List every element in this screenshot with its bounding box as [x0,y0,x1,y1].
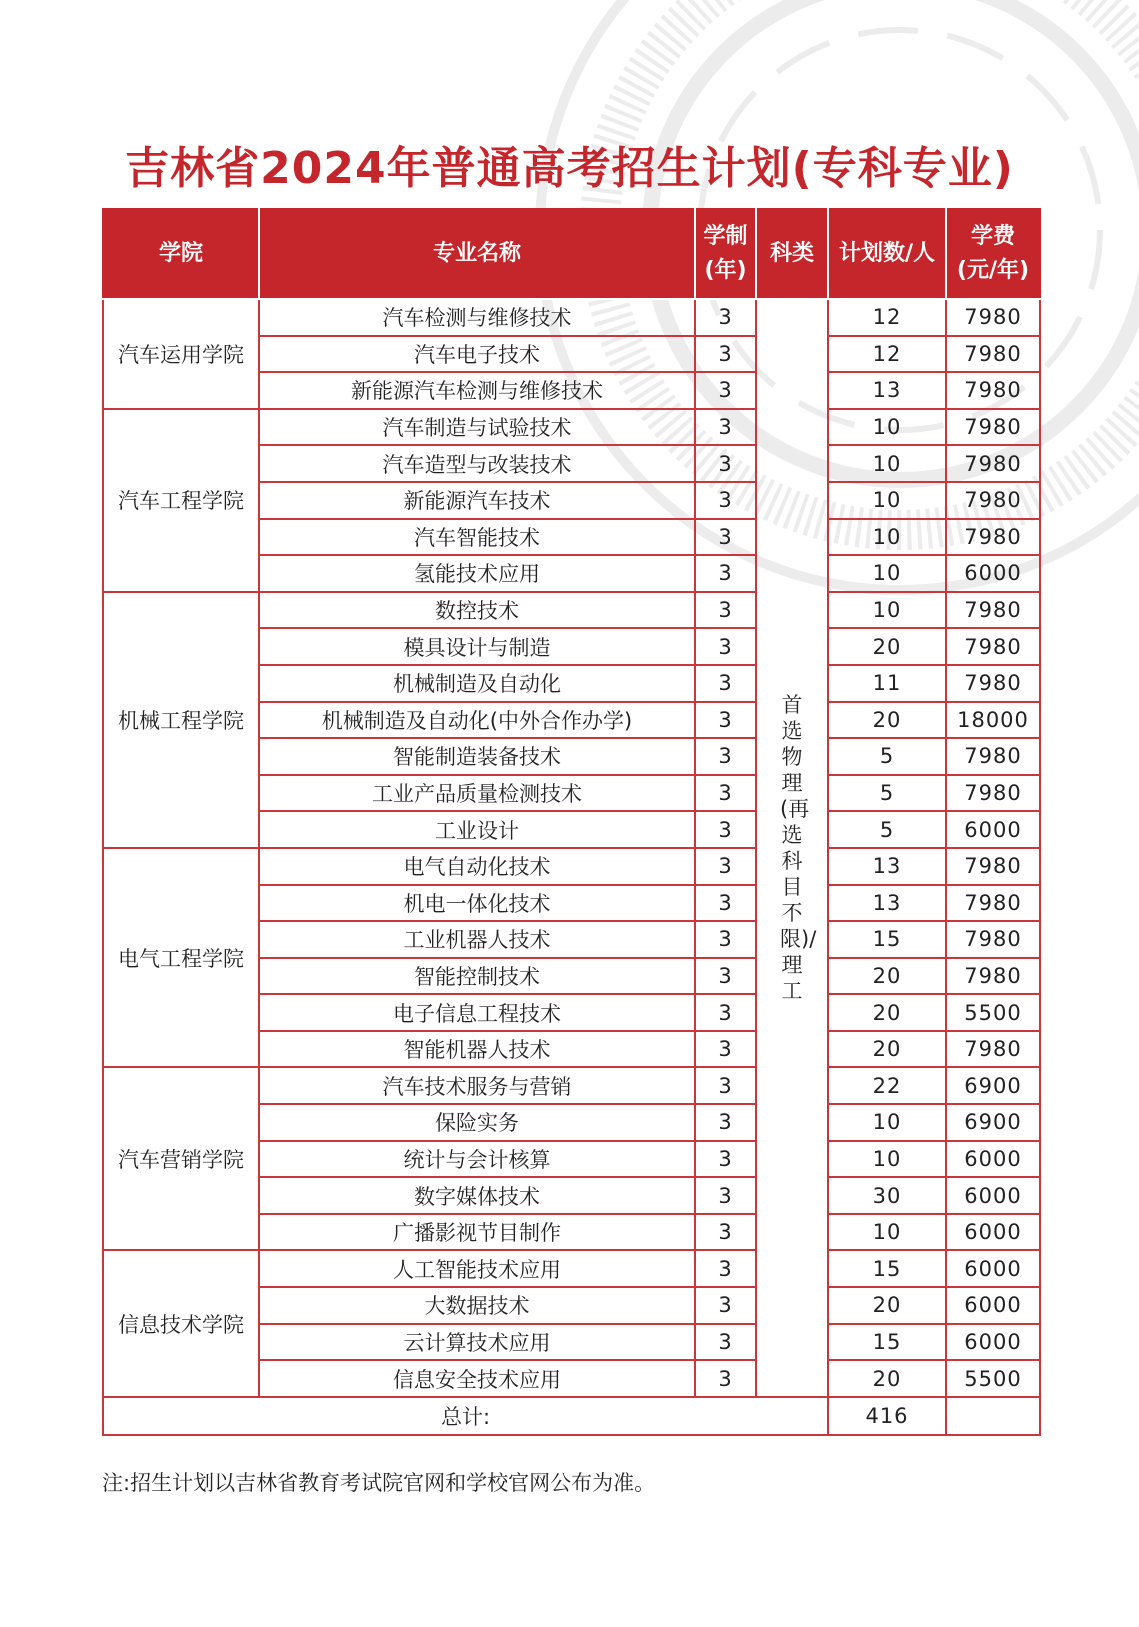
years-cell: 3 [695,409,756,446]
header-plan: 计划数/人 [828,209,946,299]
tuition-fee: 7980 [946,1031,1040,1068]
footnote: 注:招生计划以吉林省教育考试院官网和学校官网公布为准。 [102,1471,656,1495]
enrollment-plan-table [102,208,1041,1436]
years-cell: 3 [695,885,756,922]
major-name: 工业机器人技术 [259,921,695,958]
major-name: 氢能技术应用 [259,555,695,592]
major-name: 大数据技术 [259,1287,695,1324]
major-name: 工业产品质量检测技术 [259,775,695,812]
years-cell: 3 [695,372,756,409]
years-cell: 3 [695,994,756,1031]
major-name: 汽车电子技术 [259,336,695,373]
years-cell: 3 [695,738,756,775]
plan-count: 15 [828,921,946,958]
tuition-fee: 7980 [946,738,1040,775]
plan-count: 10 [828,1104,946,1141]
tuition-fee: 7980 [946,885,1040,922]
table-row [103,1067,1040,1104]
tuition-fee: 7980 [946,409,1040,446]
major-name: 广播影视节目制作 [259,1214,695,1251]
plan-count: 20 [828,628,946,665]
tuition-fee: 7980 [946,848,1040,885]
tuition-fee: 6000 [946,1287,1040,1324]
table-row [103,1250,1040,1287]
plan-count: 13 [828,848,946,885]
header-fee: 学费 (元/年) [946,209,1040,299]
total-value: 416 [828,1397,946,1435]
major-name: 机械制造及自动化 [259,665,695,702]
header-category: 科类 [756,209,828,299]
major-name: 数控技术 [259,592,695,629]
college-name: 机械工程学院 [103,592,259,848]
major-name: 保险实务 [259,1104,695,1141]
years-cell: 3 [695,1067,756,1104]
plan-count: 20 [828,702,946,739]
table-row [103,592,1040,629]
major-name: 工业设计 [259,811,695,848]
plan-count: 10 [828,482,946,519]
tuition-fee: 6900 [946,1067,1040,1104]
tuition-fee: 7980 [946,299,1040,336]
years-cell: 3 [695,628,756,665]
tuition-fee: 7980 [946,958,1040,995]
plan-count: 22 [828,1067,946,1104]
plan-count: 5 [828,811,946,848]
plan-count: 20 [828,994,946,1031]
header-college: 学院 [103,209,259,299]
years-cell: 3 [695,1214,756,1251]
years-cell: 3 [695,775,756,812]
major-name: 信息安全技术应用 [259,1360,695,1397]
major-name: 智能制造装备技术 [259,738,695,775]
plan-count: 10 [828,555,946,592]
total-fee-empty [946,1397,1040,1435]
years-cell: 3 [695,299,756,336]
tuition-fee: 7980 [946,665,1040,702]
tuition-fee: 5500 [946,1360,1040,1397]
college-name: 汽车工程学院 [103,409,259,592]
years-cell: 3 [695,921,756,958]
plan-count: 10 [828,409,946,446]
college-name: 汽车运用学院 [103,299,259,409]
years-cell: 3 [695,1250,756,1287]
major-name: 新能源汽车技术 [259,482,695,519]
major-name: 汽车技术服务与营销 [259,1067,695,1104]
major-name: 人工智能技术应用 [259,1250,695,1287]
years-cell: 3 [695,1031,756,1068]
major-name: 汽车智能技术 [259,519,695,556]
major-name: 电气自动化技术 [259,848,695,885]
years-cell: 3 [695,592,756,629]
major-name: 统计与会计核算 [259,1141,695,1178]
tuition-fee: 18000 [946,702,1040,739]
years-cell: 3 [695,519,756,556]
tuition-fee: 6000 [946,1324,1040,1361]
years-cell: 3 [695,1141,756,1178]
years-cell: 3 [695,445,756,482]
tuition-fee: 6000 [946,1250,1040,1287]
tuition-fee: 6000 [946,811,1040,848]
tuition-fee: 7980 [946,336,1040,373]
college-name: 汽车营销学院 [103,1067,259,1250]
major-name: 电子信息工程技术 [259,994,695,1031]
plan-count: 5 [828,775,946,812]
plan-count: 5 [828,738,946,775]
plan-count: 20 [828,1031,946,1068]
tuition-fee: 7980 [946,372,1040,409]
major-name: 智能机器人技术 [259,1031,695,1068]
years-cell: 3 [695,1324,756,1361]
table-header-row [103,209,1040,299]
header-years: 学制 (年) [695,209,756,299]
major-name: 汽车造型与改装技术 [259,445,695,482]
plan-count: 10 [828,592,946,629]
plan-count: 15 [828,1324,946,1361]
plan-count: 10 [828,1214,946,1251]
total-label: 总计: [103,1397,828,1435]
header-major: 专业名称 [259,209,695,299]
major-name: 智能控制技术 [259,958,695,995]
page-title: 吉林省2024年普通高考招生计划(专科专业) [125,143,1014,194]
plan-count: 13 [828,372,946,409]
college-name: 信息技术学院 [103,1250,259,1396]
plan-count: 13 [828,885,946,922]
tuition-fee: 6000 [946,555,1040,592]
years-cell: 3 [695,555,756,592]
tuition-fee: 5500 [946,994,1040,1031]
tuition-fee: 6000 [946,1141,1040,1178]
years-cell: 3 [695,1177,756,1214]
major-name: 新能源汽车检测与维修技术 [259,372,695,409]
tuition-fee: 7980 [946,445,1040,482]
plan-count: 10 [828,519,946,556]
category-cell [756,299,828,1397]
tuition-fee: 7980 [946,592,1040,629]
years-cell: 3 [695,811,756,848]
plan-count: 11 [828,665,946,702]
plan-count: 20 [828,958,946,995]
tuition-fee: 7980 [946,482,1040,519]
years-cell: 3 [695,1287,756,1324]
major-name: 汽车检测与维修技术 [259,299,695,336]
years-cell: 3 [695,1104,756,1141]
years-cell: 3 [695,336,756,373]
total-row [103,1397,1040,1435]
plan-count: 12 [828,299,946,336]
major-name: 数字媒体技术 [259,1177,695,1214]
major-name: 汽车制造与试验技术 [259,409,695,446]
plan-count: 20 [828,1360,946,1397]
tuition-fee: 7980 [946,775,1040,812]
tuition-fee: 7980 [946,921,1040,958]
years-cell: 3 [695,702,756,739]
tuition-fee: 7980 [946,519,1040,556]
tuition-fee: 6900 [946,1104,1040,1141]
tuition-fee: 6000 [946,1177,1040,1214]
years-cell: 3 [695,665,756,702]
tuition-fee: 6000 [946,1214,1040,1251]
table-row [103,848,1040,885]
plan-count: 10 [828,445,946,482]
plan-count: 30 [828,1177,946,1214]
major-name: 模具设计与制造 [259,628,695,665]
years-cell: 3 [695,958,756,995]
major-name: 云计算技术应用 [259,1324,695,1361]
plan-count: 12 [828,336,946,373]
table-row [103,299,1040,336]
category-text: 首选物理(再选科目不限)/理工 [780,692,817,1003]
plan-count: 15 [828,1250,946,1287]
years-cell: 3 [695,482,756,519]
college-name: 电气工程学院 [103,848,259,1068]
tuition-fee: 7980 [946,628,1040,665]
years-cell: 3 [695,1360,756,1397]
major-name: 机电一体化技术 [259,885,695,922]
major-name: 机械制造及自动化(中外合作办学) [259,702,695,739]
plan-count: 20 [828,1287,946,1324]
years-cell: 3 [695,848,756,885]
plan-count: 10 [828,1141,946,1178]
table-row [103,409,1040,446]
